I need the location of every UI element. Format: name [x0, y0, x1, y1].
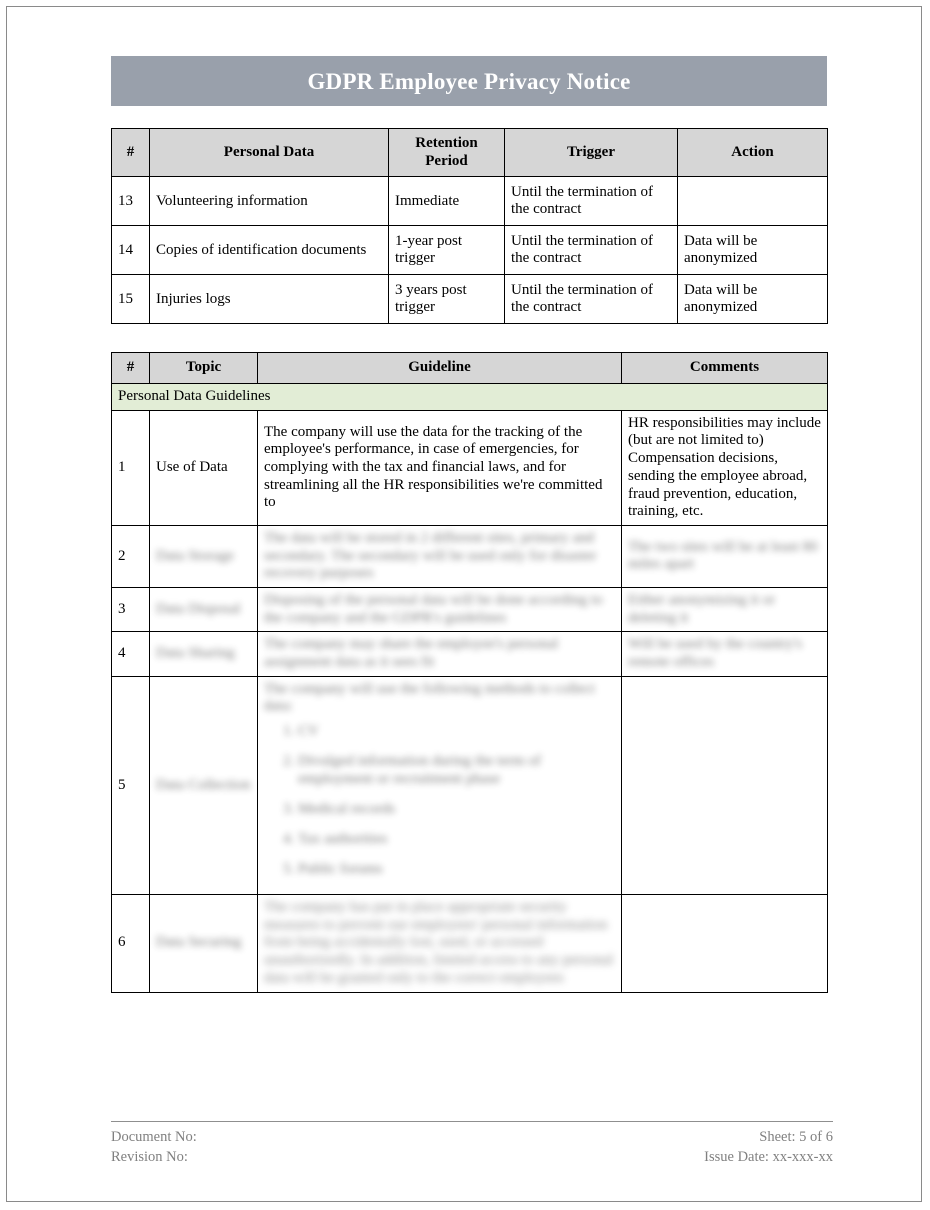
cell-topic: Use of Data	[150, 410, 258, 525]
table-row	[112, 587, 828, 631]
cell-comments: HR responsibilities may include (but are not limited to) Compensation decisions, sending the employee abroad, fraud prevention, education, training, etc.	[622, 410, 828, 525]
cell-trigger: Until the termination of the contract	[505, 177, 678, 226]
retention-table	[111, 128, 828, 324]
row-number: 3	[112, 587, 150, 631]
table-header-row	[112, 129, 828, 177]
issue-date-label: Issue Date: xx-xxx-xx	[704, 1148, 833, 1165]
footer-row-top	[111, 1128, 833, 1148]
row-number: 15	[112, 275, 150, 324]
cell-topic: Data Collection	[150, 676, 258, 894]
table-row	[112, 676, 828, 894]
guideline-collection-methods-list	[264, 722, 615, 878]
row-number: 13	[112, 177, 150, 226]
table-row	[112, 410, 828, 525]
cell-personal-data: Injuries logs	[150, 275, 389, 324]
col-header-topic: Topic	[150, 353, 258, 384]
list-item: 3. Medical records	[298, 800, 615, 818]
row-number: 5	[112, 676, 150, 894]
cell-comments: The two sites will be at least 80 miles apart	[622, 525, 828, 587]
footer-row-bottom	[111, 1148, 833, 1168]
col-header-number: #	[112, 129, 150, 177]
cell-retention-period: Immediate	[389, 177, 505, 226]
section-header-row	[112, 384, 828, 411]
list-item: 4. Tax authorities	[298, 830, 615, 848]
cell-action	[678, 177, 828, 226]
col-header-number: #	[112, 353, 150, 384]
list-item: 1. CV	[298, 722, 615, 740]
table-row	[112, 525, 828, 587]
cell-retention-period: 1-year post trigger	[389, 226, 505, 275]
cell-guideline: The company may share the employee's personal assignment data as it sees fit	[258, 632, 622, 676]
cell-guideline: The company has put in place appropriate security measures to prevent our employees' personal information from being accidentally lost, used, or accessed unauthorizedly. In addition, limited access to any personal data will be granted only to the correct employees	[258, 895, 622, 992]
page-title: GDPR Employee Privacy Notice	[307, 68, 631, 94]
col-header-guideline: Guideline	[258, 353, 622, 384]
table-header-row	[112, 353, 828, 384]
cell-trigger: Until the termination of the contract	[505, 275, 678, 324]
cell-topic: Data Securing	[150, 895, 258, 992]
table-row	[112, 275, 828, 324]
section-title: Personal Data Guidelines	[112, 384, 828, 411]
sheet-number-label: Sheet: 5 of 6	[759, 1129, 833, 1145]
row-number: 1	[112, 410, 150, 525]
cell-guideline: Disposing of the personal data will be done according to the company and the GDPR's guidelines	[258, 587, 622, 631]
col-header-retention-period: Retention Period	[389, 129, 505, 177]
document-content	[111, 56, 827, 993]
cell-topic: Data Sharing	[150, 632, 258, 676]
col-header-personal-data: Personal Data	[150, 129, 389, 177]
cell-comments: Either anonymizing it or deleting it	[622, 587, 828, 631]
document-page	[6, 6, 922, 1202]
document-title-banner	[111, 56, 827, 106]
list-item: 5. Public forums	[298, 860, 615, 878]
cell-topic: Data Storage	[150, 525, 258, 587]
cell-comments: Will be used by the country's remote offices	[622, 632, 828, 676]
cell-guideline: The data will be stored in 2 different sites, primary and secondary. The secondary will be used only for disaster recovery purposes	[258, 525, 622, 587]
list-item: 2. Divulged information during the term of employment or recruitment phase	[298, 752, 615, 788]
table-row	[112, 226, 828, 275]
page-footer	[111, 1121, 833, 1167]
cell-retention-period: 3 years post trigger	[389, 275, 505, 324]
cell-personal-data: Copies of identification documents	[150, 226, 389, 275]
table-row	[112, 895, 828, 992]
cell-action: Data will be anonymized	[678, 275, 828, 324]
cell-guideline	[258, 676, 622, 894]
col-header-comments: Comments	[622, 353, 828, 384]
document-no-label: Document No:	[111, 1129, 197, 1145]
row-number: 6	[112, 895, 150, 992]
cell-trigger: Until the termination of the contract	[505, 226, 678, 275]
cell-action: Data will be anonymized	[678, 226, 828, 275]
cell-comments	[622, 676, 828, 894]
guideline-intro: The company will use the following methods to collect data:	[264, 680, 595, 715]
row-number: 2	[112, 525, 150, 587]
cell-personal-data: Volunteering information	[150, 177, 389, 226]
cell-topic: Data Disposal	[150, 587, 258, 631]
revision-no-label: Revision No:	[111, 1148, 188, 1165]
row-number: 14	[112, 226, 150, 275]
table-row	[112, 177, 828, 226]
table-row	[112, 632, 828, 676]
cell-comments	[622, 895, 828, 992]
col-header-action: Action	[678, 129, 828, 177]
cell-guideline: The company will use the data for the tracking of the employee's performance, in case of emergencies, for complying with the tax and financial laws, and for streamlining all the HR responsibilities we're committed to	[258, 410, 622, 525]
guidelines-table	[111, 352, 828, 992]
col-header-trigger: Trigger	[505, 129, 678, 177]
row-number: 4	[112, 632, 150, 676]
